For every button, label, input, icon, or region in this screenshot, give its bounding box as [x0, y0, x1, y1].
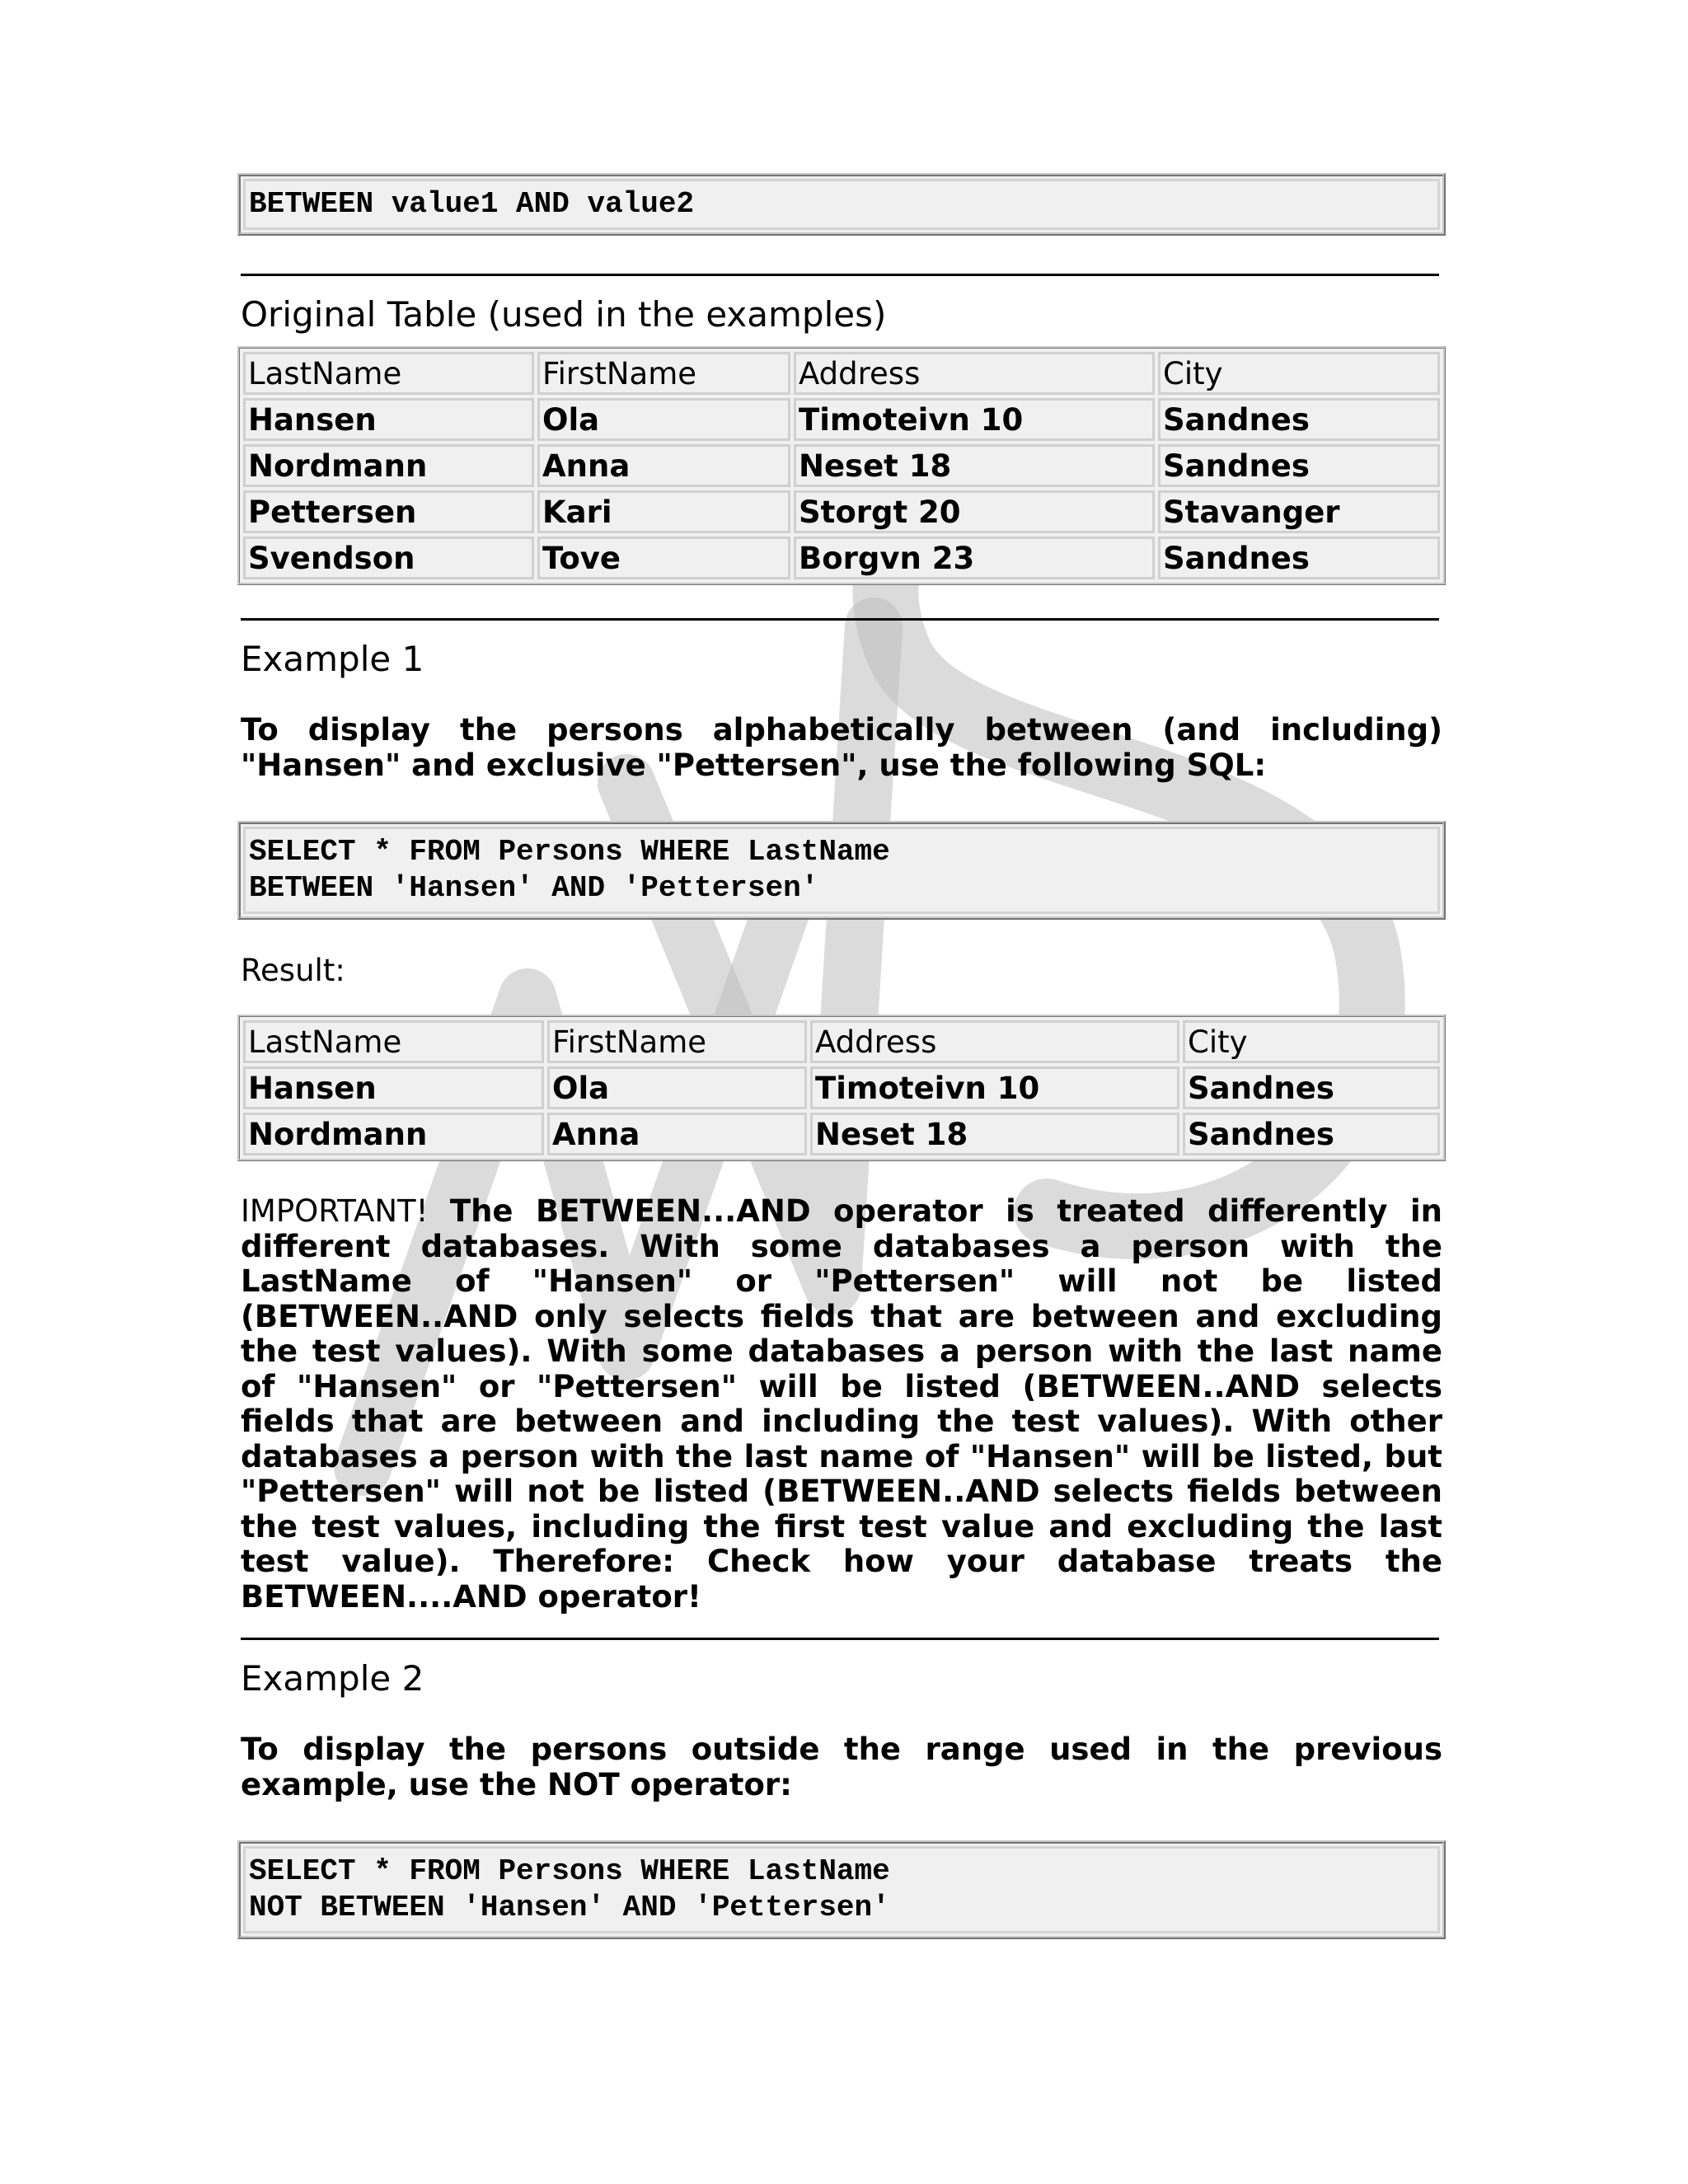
example1-lead: To display the persons alphabetically between (and including) "Hansen" and exclusive "Pettersen", use the following SQL:: [241, 712, 1442, 783]
table-cell: Stavanger: [1158, 490, 1440, 533]
code-line: SELECT * FROM Persons WHERE LastName: [249, 835, 890, 869]
table-header-row: [243, 352, 1440, 395]
table-row: [243, 1113, 1440, 1155]
divider: [241, 1638, 1439, 1640]
example2-code-box: [237, 1840, 1446, 1939]
code-line: SELECT * FROM Persons WHERE LastName: [249, 1854, 890, 1888]
column-header: Address: [794, 352, 1155, 395]
table-cell: Ola: [537, 398, 790, 441]
table-header-row: [243, 1020, 1440, 1063]
column-header: Address: [810, 1020, 1179, 1063]
example1-heading: Example 1: [241, 639, 424, 679]
table-row: [243, 1066, 1440, 1109]
code-line: BETWEEN 'Hansen' AND 'Pettersen': [249, 871, 819, 905]
example2-heading: Example 2: [241, 1658, 424, 1699]
example1-code-box: [237, 821, 1446, 920]
table-cell: Tove: [537, 537, 790, 579]
column-header: City: [1158, 352, 1440, 395]
example2-lead: To display the persons outside the range used in the previous example, use the NOT operator:: [241, 1732, 1442, 1802]
table-cell: Hansen: [243, 398, 534, 441]
syntax-code: BETWEEN value1 AND value2: [243, 179, 1440, 230]
syntax-code-box: [237, 173, 1446, 236]
table-row: [243, 490, 1440, 533]
important-label: IMPORTANT!: [241, 1193, 429, 1229]
divider: [241, 274, 1439, 276]
table-cell: Anna: [537, 444, 790, 487]
original-table-heading: Original Table (used in the examples): [241, 294, 887, 335]
table-cell: Borgvn 23: [794, 537, 1155, 579]
original-table: [237, 346, 1446, 585]
code-line: NOT BETWEEN 'Hansen' AND 'Pettersen': [249, 1891, 890, 1924]
table-cell: Nordmann: [243, 1113, 544, 1155]
table-row: [243, 537, 1440, 579]
result-table: [237, 1015, 1446, 1161]
table-cell: Ola: [547, 1066, 807, 1109]
table-cell: Sandnes: [1158, 444, 1440, 487]
example2-code: [243, 1846, 1440, 1933]
column-header: City: [1183, 1020, 1440, 1063]
table-cell: Pettersen: [243, 490, 534, 533]
table-cell: Sandnes: [1183, 1066, 1440, 1109]
table-cell: Timoteivn 10: [810, 1066, 1179, 1109]
table-cell: Nordmann: [243, 444, 534, 487]
table-cell: Hansen: [243, 1066, 544, 1109]
table-cell: Svendson: [243, 537, 534, 579]
table-cell: Anna: [547, 1113, 807, 1155]
column-header: FirstName: [547, 1020, 807, 1063]
column-header: FirstName: [537, 352, 790, 395]
divider: [241, 618, 1439, 621]
column-header: LastName: [243, 1020, 544, 1063]
table-cell: Neset 18: [794, 444, 1155, 487]
important-text: The BETWEEN...AND operator is treated differently in different databases. With some databases a person with the LastName of "Hansen" or "Pettersen" will not be listed (BETWEEN..AND only selects fields that are between and excluding the test values). With some databases a person with the last name of "Hansen" or "Pettersen" will be listed (BETWEEN..AND selects fields that are between and including the test values). With other databases a person with the last name of "Hansen" will be listed, but "Pettersen" will not be listed (BETWEEN..AND selects fields between the test values, including the first test value and excluding the last test value). Therefore: Check how your database treats the BETWEEN....AND operator!: [241, 1193, 1443, 1615]
table-cell: Kari: [537, 490, 790, 533]
table-row: [243, 444, 1440, 487]
table-cell: Sandnes: [1183, 1113, 1440, 1155]
table-cell: Storgt 20: [794, 490, 1155, 533]
table-cell: Timoteivn 10: [794, 398, 1155, 441]
table-cell: Sandnes: [1158, 537, 1440, 579]
table-row: [243, 398, 1440, 441]
important-note: [241, 1194, 1442, 1615]
table-cell: Sandnes: [1158, 398, 1440, 441]
column-header: LastName: [243, 352, 534, 395]
result-label: Result:: [241, 953, 345, 988]
table-cell: Neset 18: [810, 1113, 1179, 1155]
document-body: [241, 173, 1442, 1939]
example1-code: [243, 827, 1440, 914]
